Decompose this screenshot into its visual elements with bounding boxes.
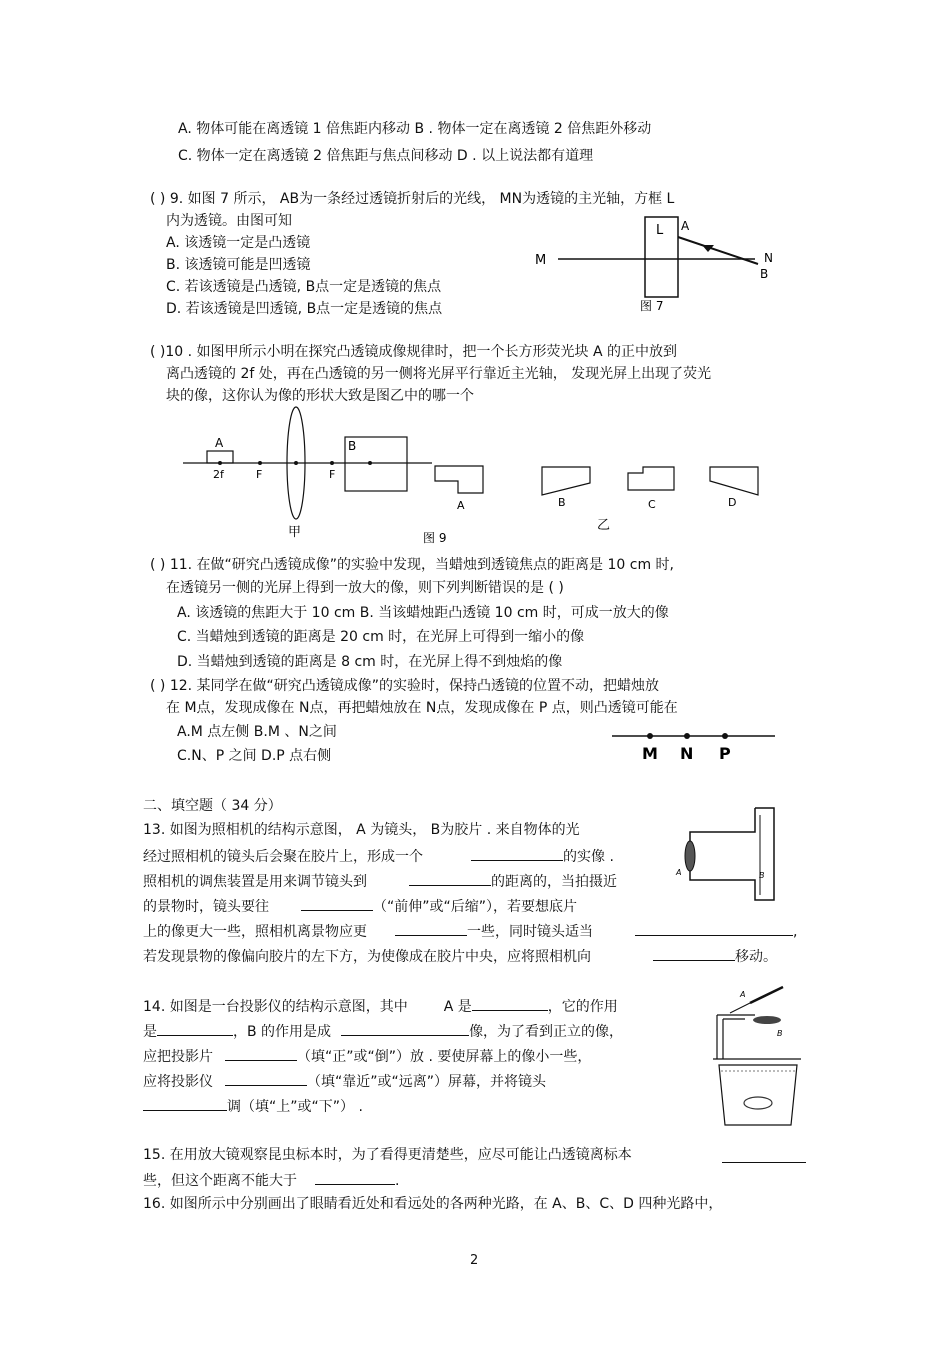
projector-diagram (705, 985, 810, 1135)
q13-blank-5[interactable] (635, 921, 793, 936)
q11-stem: ( ) 11. 在做“研究凸透镜成像”的实验中发现，当蜡烛到透镜焦点的距离是 10 cm 时, (150, 557, 674, 573)
mnp-label-m: M (642, 744, 658, 763)
fig7-label-m: M (535, 253, 547, 268)
fig7-label-a: A (681, 219, 690, 233)
fig9-label-jia: 甲 (288, 525, 302, 540)
section-title-fill-in: 二、填空题（ 34 分） (143, 798, 282, 814)
q16-stem: 16. 如图所示中分别画出了眼睛看近处和看远处的各两种光路，在 A、B、C、D 四种光路中， (143, 1196, 723, 1212)
q13-blank-2[interactable] (409, 871, 491, 886)
q11-option-c: C. 当蜡烛到透镜的距离是 20 cm 时，在光屏上可得到一缩小的像 (177, 629, 585, 645)
q14-line-5: 调（填“上”或“下”） . (143, 1096, 363, 1116)
q9-stem-2: 内为透镜。由图可知 (166, 213, 292, 229)
camera-label-b: B (759, 871, 765, 880)
q8-option-cd: C. 物体一定在离透镜 2 倍焦距与焦点间移动 D . 以上说法都有道理 (178, 148, 594, 164)
q12-option-cd: C.N、P 之间 D.P 点右侧 (177, 748, 332, 764)
q9-option-d: D. 若该透镜是凹透镜, B点一定是透镜的焦点 (166, 301, 443, 317)
fig9-option-c: C (648, 498, 656, 511)
q13-blank-6[interactable] (653, 946, 735, 961)
q10-stem: ( )10 . 如图甲所示小明在探究凸透镜成像规律时，把一个长方形荧光块 A 的正中放到 (150, 344, 678, 360)
q14-blank-6[interactable] (143, 1096, 227, 1111)
q14-blank-3[interactable] (341, 1021, 469, 1036)
q12-option-ab: A.M 点左侧 B.M 、N之间 (177, 724, 337, 740)
q14-line-3: 应把投影片 （填“正”或“倒”）放 . 要使屏幕上的像小一些， (143, 1046, 591, 1066)
page-number: 2 (470, 1253, 479, 1268)
q13-line-5: 上的像更大一些，照相机离景物应更 一些，同时镜头适当 , (143, 921, 797, 941)
q12-stem-2: 在 M点，发现成像在 N点，再把蜡烛放在 N点，发现成像在 P 点，则凸透镜可能在 (166, 700, 678, 716)
fig7-caption: 图 7 (640, 299, 664, 313)
q14-line-2: 是 ，B 的作用是成 像，为了看到正立的像， (143, 1021, 623, 1041)
q15-line-1: 15. 在用放大镜观察昆虫标本时，为了看得更清楚些，应尽可能让凸透镜离标本 (143, 1147, 632, 1163)
fig9-label-a: A (215, 436, 224, 450)
q14-blank-4[interactable] (225, 1046, 297, 1061)
figure-9 (180, 405, 780, 545)
q9-option-a: A. 该透镜一定是凸透镜 (166, 235, 311, 251)
q14-line-1: 14. 如图是一台投影仪的结构示意图，其中 A 是 ，它的作用 (143, 996, 618, 1016)
q10-stem-2: 离凸透镜的 2f 处，再在凸透镜的另一侧将光屏平行靠近主光轴， 发现光屏上出现了荧光 (166, 366, 712, 382)
q12-stem: ( ) 12. 某同学在做“研究凸透镜成像”的实验时，保持凸透镜的位置不动，把蜡烛放 (150, 678, 660, 694)
fig9-caption: 图 9 (423, 531, 447, 545)
q11-option-ab: A. 该透镜的焦距大于 10 cm B. 当该蜡烛距凸透镜 10 cm 时，可成一放大的像 (177, 605, 669, 621)
projector-label-a: A (740, 990, 746, 999)
fig9-option-a: A (457, 499, 465, 512)
fig7-label-n: N (764, 251, 773, 265)
q9-option-c: C. 若该透镜是凸透镜, B点一定是透镜的焦点 (166, 279, 442, 295)
q15-blank-2[interactable] (315, 1170, 395, 1185)
mnp-label-n: N (680, 744, 694, 763)
q9-stem: ( ) 9. 如图 7 所示， AB为一条经过透镜折射后的光线， MN为透镜的主光轴，方框 L (150, 191, 675, 207)
fig9-label-yi: 乙 (597, 518, 611, 533)
figure-7 (530, 212, 790, 317)
fig9-option-d: D (728, 496, 737, 509)
q14-blank-1[interactable] (472, 996, 548, 1011)
q14-blank-2[interactable] (157, 1021, 233, 1036)
mnp-label-p: P (719, 744, 731, 763)
q13-blank-1[interactable] (471, 846, 563, 861)
figure-mnp (610, 725, 780, 765)
fig7-label-l: L (656, 223, 664, 238)
q14-blank-5[interactable] (225, 1071, 307, 1086)
q13-line-3: 照相机的调焦装置是用来调节镜头到 的距离的，当拍摄近 (143, 871, 617, 891)
q13-blank-4[interactable] (395, 921, 467, 936)
q8-option-ab: A. 物体可能在离透镜 1 倍焦距内移动 B . 物体一定在离透镜 2 倍焦距外移动 (178, 121, 652, 137)
q15-line-2: 些，但这个距离不能大于 . (143, 1170, 399, 1190)
fig9-label-f2: F (329, 468, 336, 481)
q9-option-b: B. 该透镜可能是凹透镜 (166, 257, 311, 273)
fig9-label-b: B (348, 439, 357, 453)
camera-diagram (670, 805, 785, 905)
q13-line-4: 的景物时，镜头要往 （“前伸”或“后缩”），若要想底片 (143, 896, 577, 916)
q14-line-4: 应将投影仪 （填“靠近”或“远离”）屏幕，并将镜头 (143, 1071, 546, 1091)
q13-blank-3[interactable] (301, 896, 373, 911)
fig9-label-f1: F (256, 468, 263, 481)
q13-stem: 13. 如图为照相机的结构示意图， A 为镜头， B为胶片 . 来自物体的光 (143, 822, 580, 838)
q13-line-6: 若发现景物的像偏向胶片的左下方，为使像成在胶片中央，应将照相机向 移动。 (143, 946, 777, 966)
q13-line-2: 经过照相机的镜头后会聚在胶片上，形成一个 的实像 . (143, 846, 614, 866)
q11-stem-2: 在透镜另一侧的光屏上得到一放大的像，则下列判断错误的是 ( ) (166, 580, 564, 596)
q10-stem-3: 块的像，这你认为像的形状大致是图乙中的哪一个 (166, 388, 474, 404)
fig9-label-2f: 2f (213, 468, 224, 481)
q15-blank-1[interactable] (722, 1148, 806, 1163)
camera-label-a: A (676, 868, 682, 877)
projector-label-b: B (777, 1029, 783, 1038)
fig9-option-b: B (558, 496, 566, 509)
fig7-label-b: B (760, 267, 769, 281)
q11-option-d: D. 当蜡烛到透镜的距离是 8 cm 时，在光屏上得不到烛焰的像 (177, 654, 563, 670)
